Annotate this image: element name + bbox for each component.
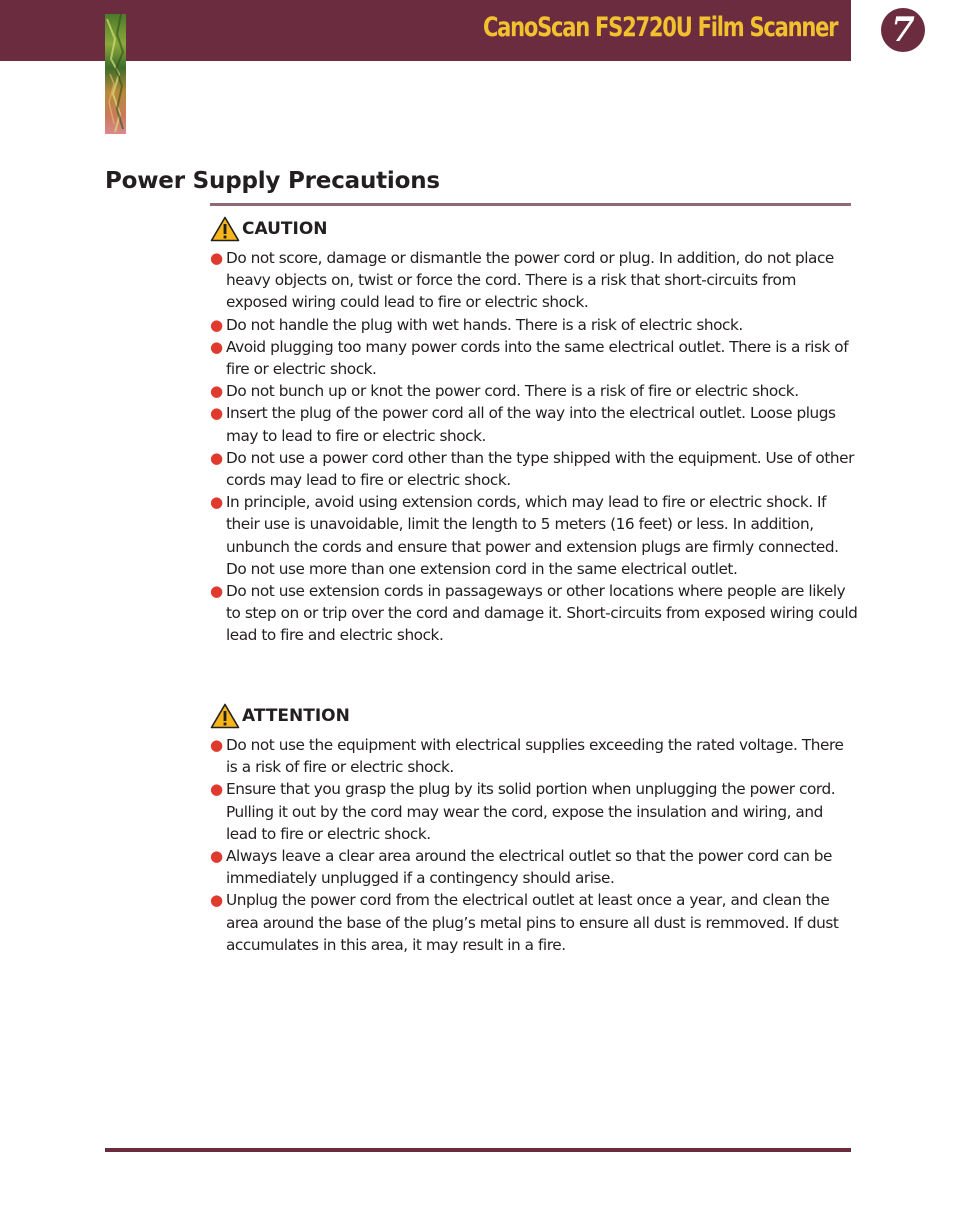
bullet-icon: ● (210, 891, 223, 910)
caution-block (210, 215, 858, 647)
bullet-icon: ● (210, 382, 223, 401)
list-item: ● Unplug the power cord from the electrical outlet at least once a year, and clean the area around the base of the plug’s metal pins to ensure all dust is remmoved. If dust accumulates in this area, it may result in a fire. (210, 891, 839, 954)
bullet-icon: ● (210, 582, 223, 601)
caution-list (210, 247, 858, 647)
list-item: ● Do not use extension cords in passageways or other locations where people are likely to step on or trip over the cord and damage it. Short-circuits from exposed wiring could lead to fire and electric shock. (210, 582, 858, 645)
header-bar (0, 0, 851, 61)
list-item: ● In principle, avoid using extension cords, which may lead to fire or electric shock. If their use is unavoidable, limit the length to 5 meters (16 feet) or less. In addition, unbunch the cords and ensure that power and extension plugs are firmly connected. Do not use more than one extension cord in the same electrical outlet. (210, 493, 839, 578)
list-item: ● Ensure that you grasp the plug by its solid portion when unplugging the power cord. Pulling it out by the cord may wear the cord, expose the insulation and wiring, and lead to fire or electric shock. (210, 780, 836, 843)
list-item: ● Do not handle the plug with wet hands. There is a risk of electric shock. (210, 314, 858, 336)
attention-list (210, 734, 858, 956)
attention-block (210, 702, 858, 956)
footer-rule (105, 1148, 851, 1152)
decorative-strip-image (105, 14, 126, 134)
section-title: Power Supply Precautions (105, 168, 440, 194)
bullet-icon: ● (210, 448, 223, 467)
bullet-icon: ● (210, 736, 223, 754)
bullet-icon: ● (210, 315, 223, 334)
bullet-icon: ● (210, 249, 223, 267)
attention-heading (210, 702, 858, 730)
caution-heading (210, 215, 858, 243)
warning-triangle-icon (210, 216, 240, 242)
attention-label: ATTENTION (242, 706, 350, 726)
bullet-icon: ● (210, 404, 223, 423)
bullet-icon: ● (210, 780, 223, 799)
bullet-icon: ● (210, 493, 223, 512)
caution-label: CAUTION (242, 219, 328, 239)
page-number-badge: 7 (881, 8, 925, 52)
warning-triangle-icon (210, 703, 240, 729)
list-item: ● Do not bunch up or knot the power cord. There is a risk of fire or electric shock. (210, 380, 858, 402)
list-item: ● Do not use a power cord other than the type shipped with the equipment. Use of other cords may lead to fire or electric shock. (210, 448, 854, 490)
list-item: ● Insert the plug of the power cord all of the way into the electrical outlet. Loose plugs may to lead to fire or electric shock. (210, 404, 836, 445)
document-title: CanoScan FS2720U Film Scanner (482, 12, 837, 43)
bullet-icon: ● (210, 847, 223, 866)
bullet-icon: ● (210, 337, 223, 356)
list-item: ● Always leave a clear area around the electrical outlet so that the power cord can be immediately unplugged if a contingency should arise. (210, 847, 833, 888)
list-item: ● Do not use the equipment with electrical supplies exceeding the rated voltage. There is a risk of fire or electric shock. (210, 736, 844, 777)
title-underline (210, 203, 851, 206)
list-item: ● Do not score, damage or dismantle the power cord or plug. In addition, do not place heavy objects on, twist or force the cord. There is a risk that short-circuits from exposed wiring could lead to fire or electric shock. (210, 249, 834, 312)
list-item: ● Avoid plugging too many power cords into the same electrical outlet. There is a risk of fire or electric shock. (210, 337, 849, 379)
